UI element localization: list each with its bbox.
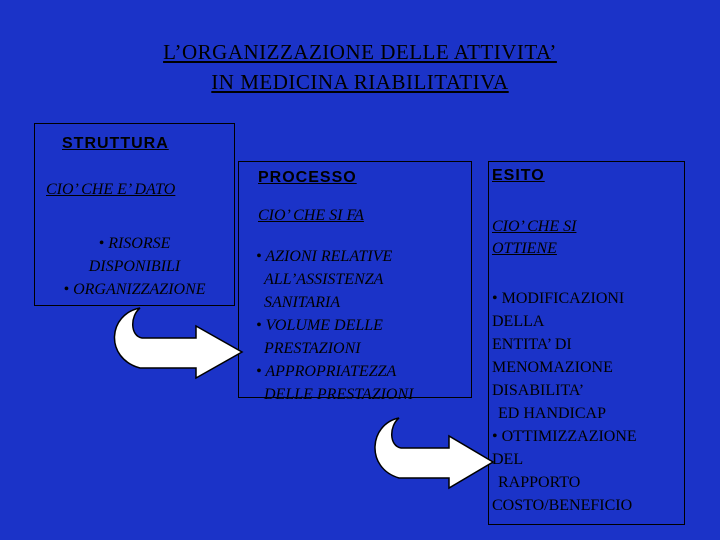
list-item: COSTO/BENEFICIO [492,497,633,514]
list-item: SANITARIA [264,294,341,311]
esito-subheading-line2: OTTIENE [492,240,557,257]
processo-subheading: CIO’ CHE SI FA [258,207,364,224]
list-item: • VOLUME DELLE [256,317,383,334]
list-item: DEL [492,451,524,468]
struttura-subheading: CIO’ CHE E’ DATO [46,181,176,198]
list-item: • RISORSE [98,235,171,252]
struttura-items [34,232,235,301]
page-title-line2: IN MEDICINA RIABILITATIVA [211,70,509,94]
list-item: DISABILITA’ [492,382,585,399]
list-item: • AZIONI RELATIVE [256,248,393,265]
list-item: • APPROPRIATEZZA [256,363,397,380]
list-item: • ORGANIZZAZIONE [63,281,206,298]
esito-heading: ESITO [492,167,545,184]
list-item: RAPPORTO [498,474,581,491]
list-item: • MODIFICAZIONI [492,290,625,307]
esito-subheading-line1: CIO’ CHE SI [492,218,577,235]
page-title-line1: L’ORGANIZZAZIONE DELLE ATTIVITA’ [163,40,557,64]
list-item: • OTTIMIZZAZIONE [492,428,637,445]
processo-items [256,245,470,406]
list-item: DELLE PRESTAZIONI [264,386,414,403]
processo-heading: PROCESSO [258,169,357,186]
list-item: ED HANDICAP [498,405,606,422]
list-item: PRESTAZIONI [264,340,361,357]
curved-arrow-icon [100,300,250,380]
list-item: MENOMAZIONE [492,359,613,376]
esito-items [492,287,684,517]
list-item: ALL’ASSISTENZA [264,271,384,288]
list-item: DELLA [492,313,545,330]
curved-arrow-icon [363,412,498,492]
struttura-heading: STRUTTURA [62,135,169,152]
list-item: DISPONIBILI [88,258,181,275]
list-item: ENTITA’ DI [492,336,572,353]
